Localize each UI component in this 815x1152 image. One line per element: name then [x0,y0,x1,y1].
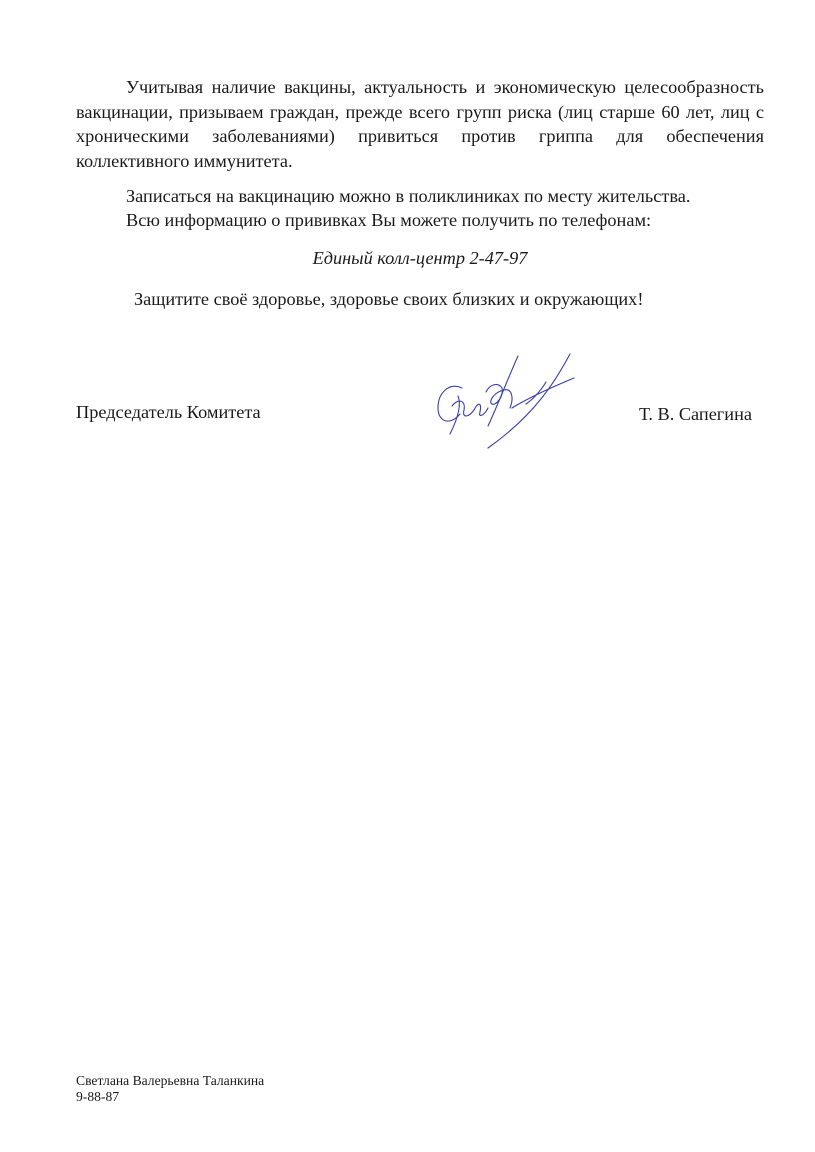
executor-phone: 9-88-87 [76,1089,120,1104]
signatory-position: Председатель Комитета [76,402,261,422]
closing-appeal: Защитите своё здоровье, здоровье своих близких и окружающих! [134,289,644,309]
paragraph-vaccination-appeal: Учитывая наличие вакцины, актуальность и экономическую целесообразность вакцинации, призываем граждан, прежде всего групп риска (лиц старше 60 лет, лиц с хроническими заболеваниями) привиться против гриппа для обеспечения коллективного иммунитета. [76,77,764,171]
executor-footer [76,1073,264,1105]
handwritten-signature [428,348,578,452]
executor-name: Светлана Валерьевна Таланкина [76,1073,265,1088]
line-signup-info: Записаться на вакцинацию можно в поликлиниках по месту жительства. [126,186,691,206]
line-phone-info: Всю информацию о прививках Вы можете получить по телефонам: [126,210,652,230]
call-center-line: Единый колл-центр 2-47-97 [312,248,528,268]
signatory-name: Т. В. Сапегина [639,404,752,424]
